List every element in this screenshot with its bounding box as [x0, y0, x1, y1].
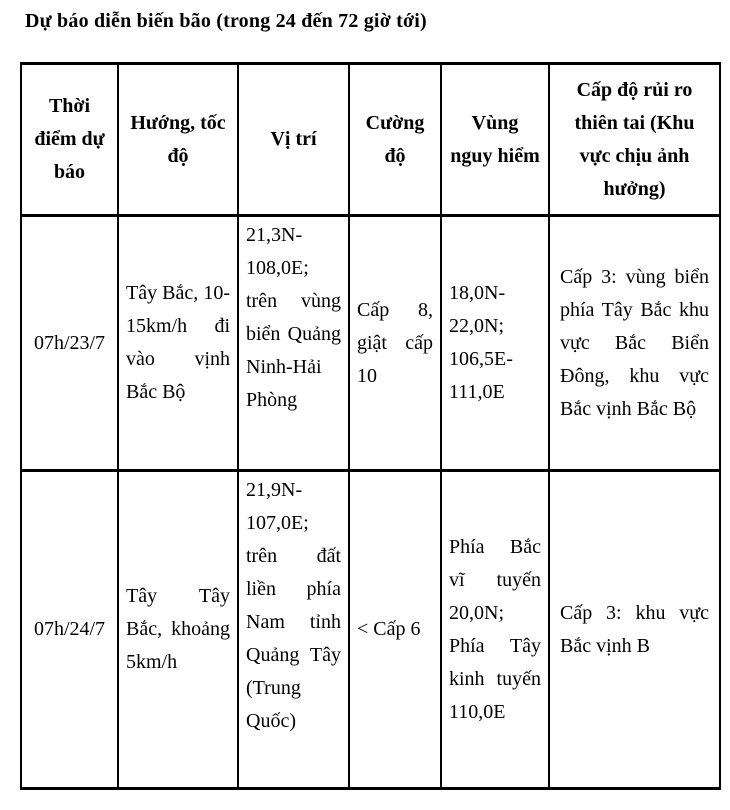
cell-position: 21,3N-108,0E; trên vùng biển Quảng Ninh-Hải Phòng	[238, 216, 349, 471]
header-cell-risk-level: Cấp độ rủi ro thiên tai (Khu vực chịu ảnh hưởng)	[549, 64, 720, 216]
cell-risk-level: Cấp 3: vùng biển phía Tây Bắc khu vực Bắc Biển Đông, khu vực Bắc vịnh Bắc Bộ	[549, 216, 720, 471]
table-header-row	[21, 64, 720, 216]
cell-forecast-time: 07h/24/7	[21, 471, 118, 789]
table-row-forecast-23-7	[21, 216, 720, 471]
header-cell-position: Vị trí	[238, 64, 349, 216]
cell-risk-level: Cấp 3: khu vực Bắc vịnh B	[549, 471, 720, 789]
cell-direction-speed: Tây Tây Bắc, khoảng 5km/h	[118, 471, 238, 789]
header-cell-danger-zone: Vùng nguy hiểm	[441, 64, 549, 216]
cell-intensity: < Cấp 6	[349, 471, 441, 789]
table-row-forecast-24-7	[21, 471, 720, 789]
cell-position: 21,9N-107,0E; trên đất liền phía Nam tỉnh Quảng Tây (Trung Quốc)	[238, 471, 349, 789]
header-cell-direction-speed: Hướng, tốc độ	[118, 64, 238, 216]
header-cell-forecast-time: Thời điểm dự báo	[21, 64, 118, 216]
forecast-table	[20, 62, 721, 790]
document-page	[0, 8, 730, 790]
cell-direction-speed: Tây Bắc, 10-15km/h đi vào vịnh Bắc Bộ	[118, 216, 238, 471]
cell-intensity: Cấp 8, giật cấp 10	[349, 216, 441, 471]
page-title: Dự báo diễn biến bão (trong 24 đến 72 giờ tới)	[25, 10, 427, 32]
cell-danger-zone: Phía Bắc vĩ tuyến 20,0N; Phía Tây kinh tuyến 110,0E	[441, 471, 549, 789]
cell-danger-zone: 18,0N-22,0N; 106,5E-111,0E	[441, 216, 549, 471]
header-cell-intensity: Cường độ	[349, 64, 441, 216]
cell-forecast-time: 07h/23/7	[21, 216, 118, 471]
